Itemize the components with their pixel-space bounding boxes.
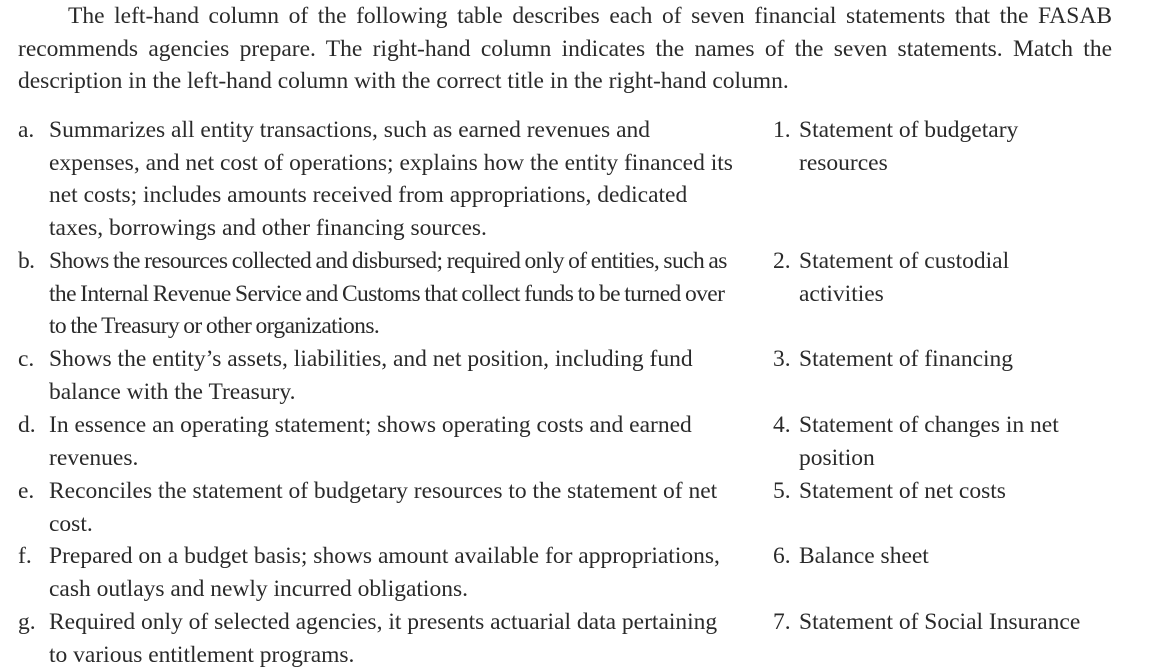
statement-number: 1. [773, 117, 791, 143]
description-letter: d. [18, 412, 36, 438]
description-letter: b. [18, 248, 35, 274]
intro-paragraph: The left-hand column of the following table describes each of seven financial statements that the FASAB recommends agencies prepare. The right-hand column indicates the names of the seven statements. Match the description in the left-hand column with the correct title in the right-hand column. [18, 3, 1112, 94]
description-text: In essence an operating statement; shows operating costs and earned revenues. [49, 412, 692, 471]
statement-number: 2. [773, 248, 791, 274]
statement-text: Statement of changes in net position [799, 412, 1059, 471]
description-letter: e. [18, 478, 35, 504]
statement-title-6 [773, 540, 1133, 573]
statement-text: Balance sheet [799, 543, 929, 569]
description-letter: a. [18, 117, 35, 143]
description-f [18, 540, 738, 605]
statement-title-4 [773, 409, 1103, 474]
description-text: Shows the resources collected and disbursed; required only of entities, such as the Internal Revenue Service and Customs that collect funds to be turned over to the Treasury or other organizations. [49, 248, 727, 339]
description-c [18, 343, 738, 408]
description-d [18, 409, 738, 474]
statement-title-3 [773, 343, 1133, 376]
description-b [18, 245, 738, 343]
statement-title-2 [773, 245, 1063, 310]
statement-title-1 [773, 114, 1073, 179]
description-letter: f. [18, 543, 32, 569]
description-text: Required only of selected agencies, it presents actuarial data pertaining to various entitlement programs. [49, 609, 718, 668]
description-text: Shows the entity’s assets, liabilities, and net position, including fund balance with the Treasury. [49, 346, 693, 405]
statement-number: 5. [773, 478, 791, 504]
statement-text: Statement of budgetary resources [799, 117, 1019, 176]
description-a [18, 114, 738, 244]
statement-text: Statement of Social Insurance [799, 609, 1081, 635]
statement-text: Statement of custodial activities [799, 248, 1010, 307]
statement-number: 3. [773, 346, 791, 372]
statement-number: 4. [773, 412, 791, 438]
description-g [18, 606, 738, 671]
description-letter: g. [18, 609, 36, 635]
statement-number: 6. [773, 543, 791, 569]
description-text: Summarizes all entity transactions, such as earned revenues and expenses, and net cost of operations; explains how the entity financed its net costs; includes amounts received from appropriations, dedicated taxes, borrowings and other financing sources. [49, 117, 733, 241]
statement-title-5 [773, 475, 1133, 508]
statement-text: Statement of net costs [799, 478, 1006, 504]
description-letter: c. [18, 346, 35, 372]
statement-text: Statement of financing [799, 346, 1014, 372]
description-text: Reconciles the statement of budgetary resources to the statement of net cost. [49, 478, 718, 537]
statement-title-7 [773, 606, 1143, 639]
statement-number: 7. [773, 609, 791, 635]
description-e [18, 475, 738, 540]
description-text: Prepared on a budget basis; shows amount available for appropriations, cash outlays and newly incurred obligations. [49, 543, 720, 602]
